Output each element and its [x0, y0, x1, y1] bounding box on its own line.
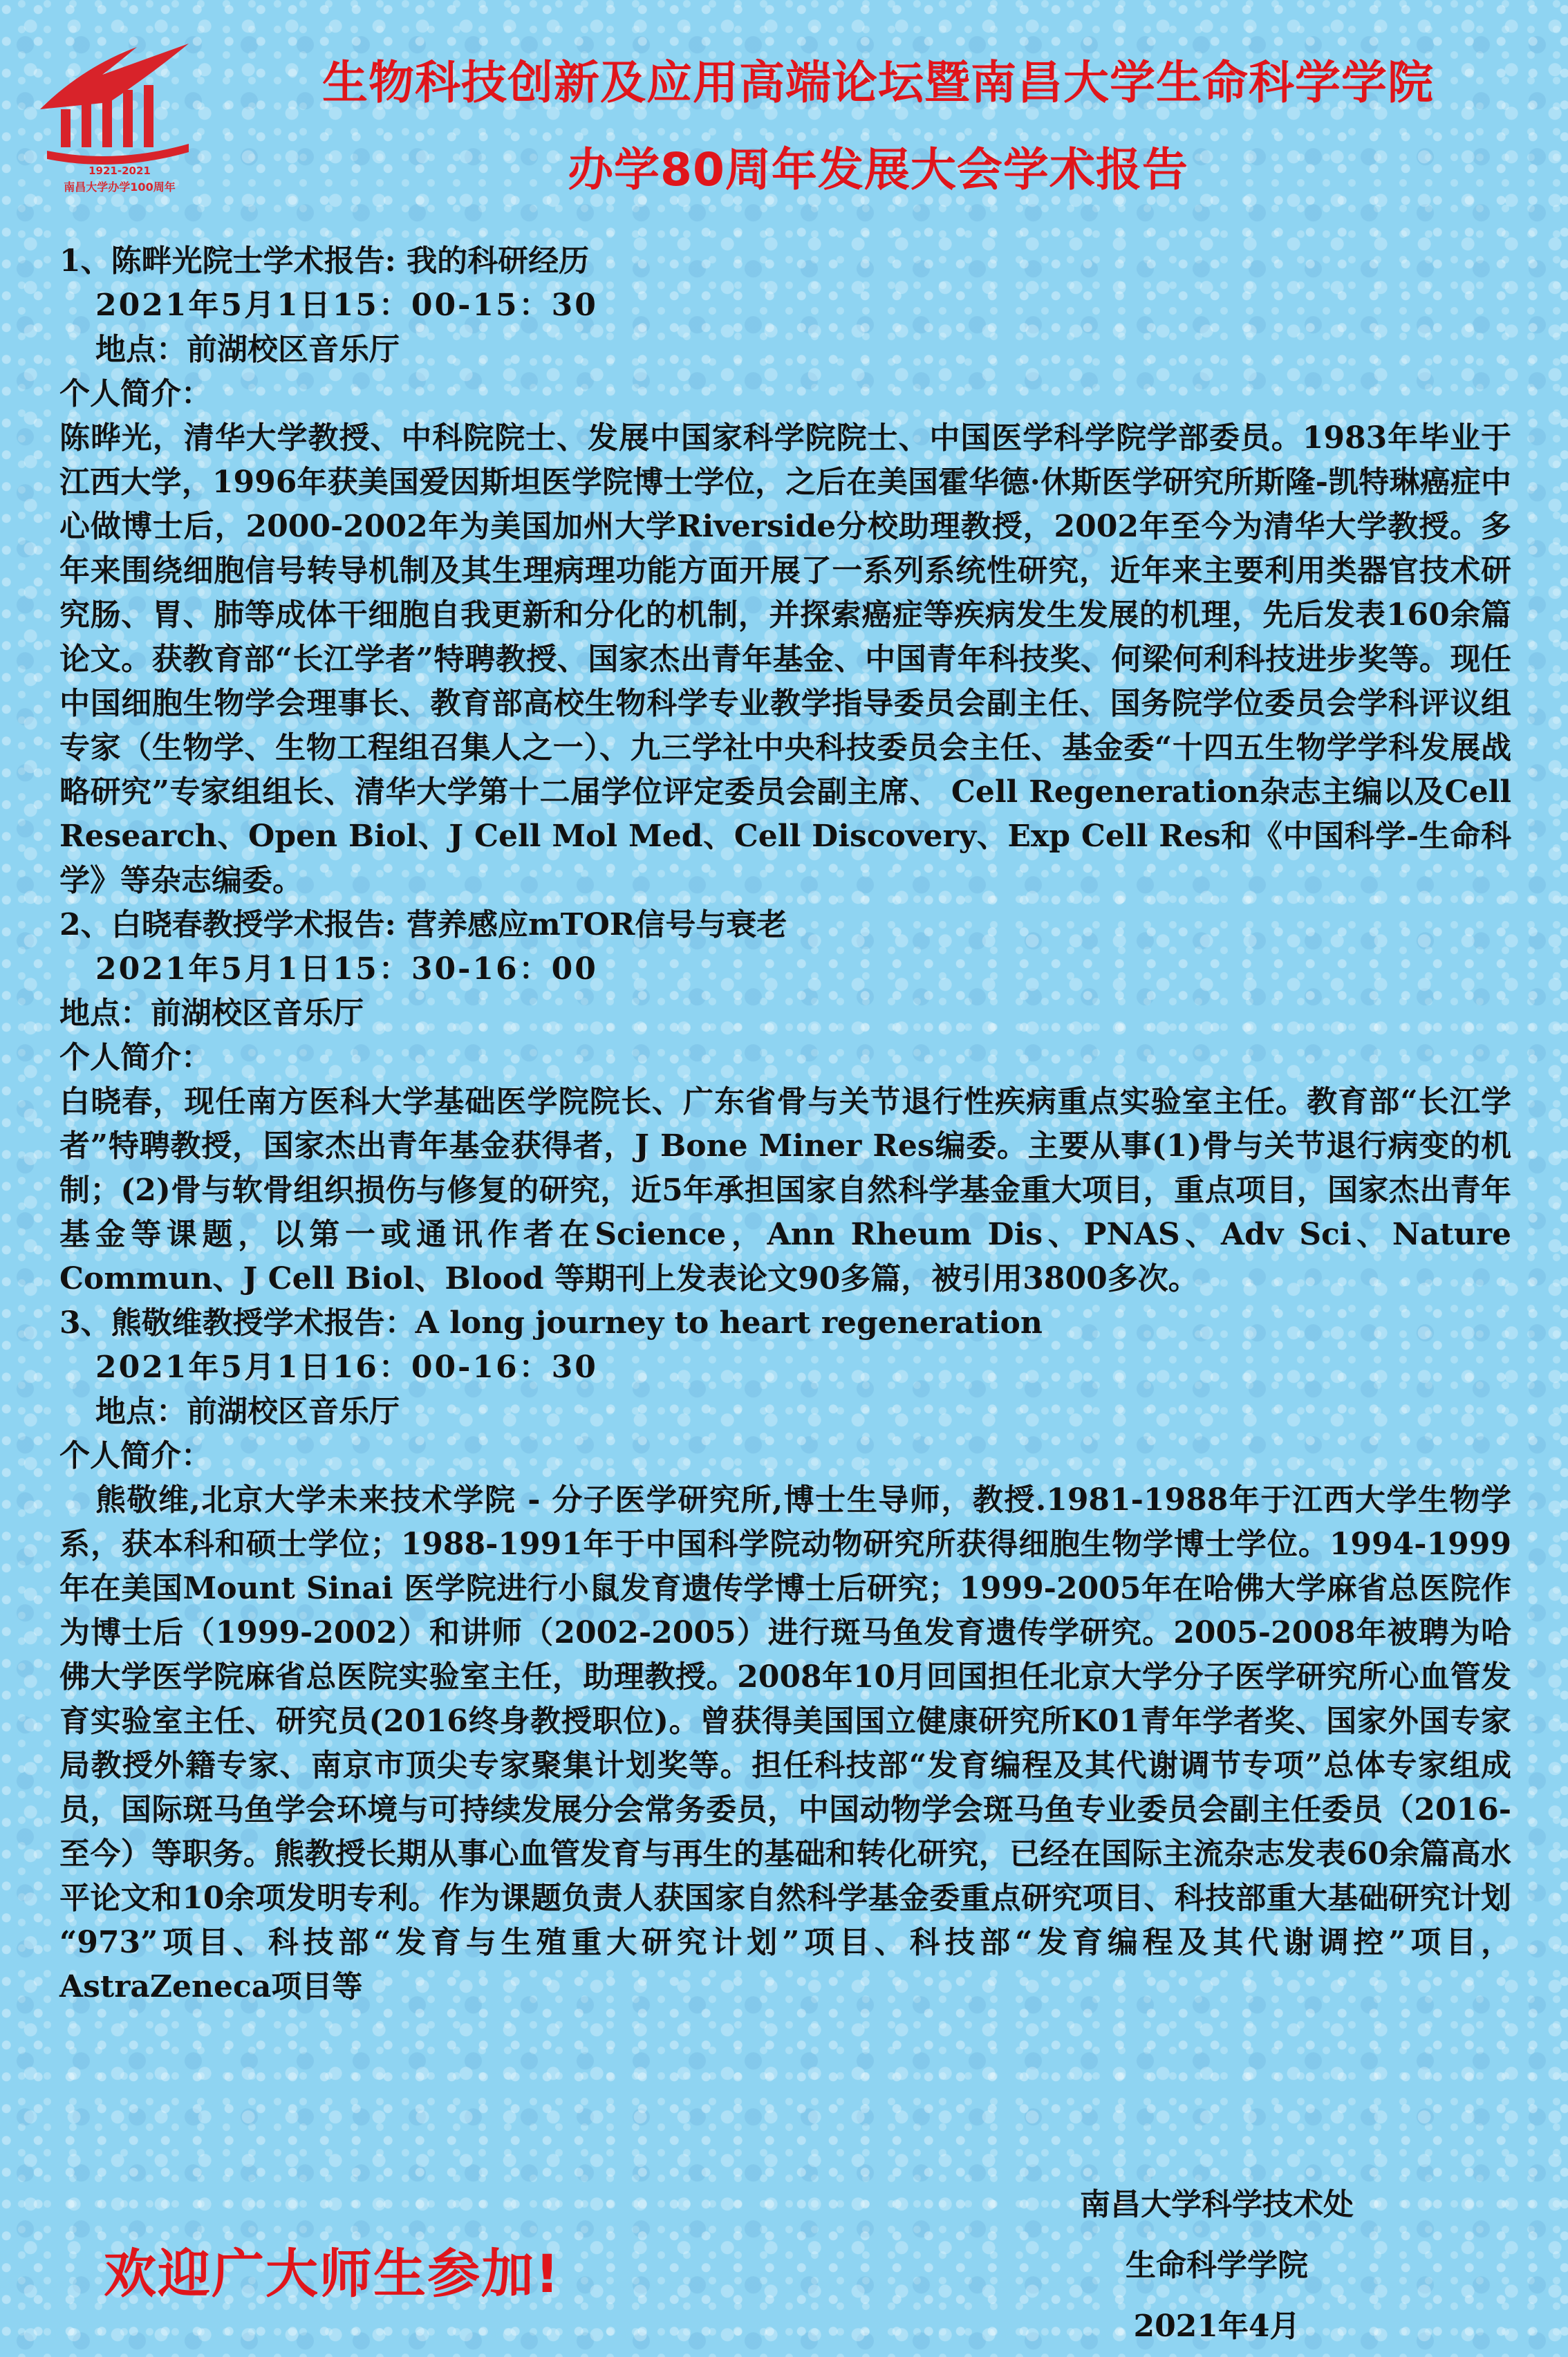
university-anniversary-logo [33, 26, 206, 199]
talk-heading: 2、白晓春教授学术报告: 营养感应mTOR信号与衰老 [59, 907, 787, 942]
issue-date: 2021年4月 [1133, 2309, 1300, 2344]
talk-time: 2021年5月1日15：00-15：30 [95, 288, 598, 323]
talk-heading: 1、陈畔光院士学术报告: 我的科研经历 [59, 243, 590, 279]
talk-location: 地点：前湖校区音乐厅 [95, 332, 400, 367]
page-title-line2: 办学80周年发展大会学术报告 [568, 143, 1188, 196]
talk-location: 地点：前湖校区音乐厅 [59, 996, 364, 1031]
talk-location: 地点：前湖校区音乐厅 [95, 1394, 400, 1429]
talk-bio: 白晓春，现任南方医科大学基础医学院院长、广东省骨与关节退行性疾病重点实验室主任。教育部“长江学者”特聘教授，国家杰出青年基金获得者，J Bone Miner Res编委。主要从事(1)骨与关节退行病变的机制；(2)骨与软骨组织损伤与修复的研究，近5年承担国家自然科学基金重大项目，重点项目，国家杰出青年基金等课题，以第一或通讯作者在Science，Ann Rheum Dis、PNAS、Adv Sci、Nature Commun、J Cell Biol、Blood 等期刊上发表论文90多篇，被引用3800多次。 [59, 1084, 1511, 1296]
page-title-line1: 生物科技创新及应用高端论坛暨南昌大学生命科学学院 [322, 56, 1434, 109]
talk-3 [59, 1301, 1511, 2009]
bio-label: 个人简介： [59, 1438, 212, 1473]
welcome-message: 欢迎广大师生参加! [104, 2243, 561, 2304]
bio-label: 个人简介： [59, 376, 212, 411]
organizer-1: 南昌大学科学技术处 [1080, 2187, 1354, 2222]
organizer-2: 生命科学学院 [1126, 2248, 1308, 2283]
logo-years: 1921-2021 [88, 165, 151, 177]
signature-block [1009, 2174, 1424, 2357]
talk-time: 2021年5月1日15：30-16：00 [95, 951, 598, 987]
talk-1 [59, 239, 1511, 903]
talk-heading: 3、熊敬维教授学术报告：A long journey to heart regeneration [59, 1305, 1043, 1341]
talk-list [59, 239, 1511, 2009]
talk-time: 2021年5月1日16：00-16：30 [95, 1350, 598, 1385]
talk-2 [59, 903, 1511, 1301]
talk-bio: 陈晔光，清华大学教授、中科院院士、发展中国家科学院院士、中国医学科学院学部委员。1983年毕业于江西大学，1996年获美国爱因斯坦医学院博士学位，之后在美国霍华德·休斯医学研究所斯隆-凯特琳癌症中心做博士后，2000-2002年为美国加州大学Riverside分校助理教授，2002年至今为清华大学教授。多年来围绕细胞信号转导机制及其生理病理功能方面开展了一系列系统性研究，近年来主要利用类器官技术研究肠、胃、肺等成体干细胞自我更新和分化的机制，并探索癌症等疾病发生发展的机理，先后发表160余篇论文。获教育部“长江学者”特聘教授、国家杰出青年基金、中国青年科技奖、何梁何利科技进步奖等。现任中国细胞生物学会理事长、教育部高校生物科学专业教学指导委员会副主任、国务院学位委员会学科评议组专家（生物学、生物工程组召集人之一）、九三学社中央科技委员会主任、基金委“十四五生物学学科发展战略研究”专家组组长、清华大学第十二届学位评定委员会副主席、 Cell Regeneration杂志主编以及Cell Research、Open Biol、J Cell Mol Med、Cell Discovery、Exp Cell Res和《中国科学-生命科学》等杂志编委。 [59, 420, 1511, 898]
talk-bio: 熊敬维,北京大学未来技术学院 - 分子医学研究所,博士生导师，教授.1981-1988年于江西大学生物学系，获本科和硕士学位；1988-1991年于中国科学院动物研究所获得细胞生物学博士学位。1994-1999年在美国Mount Sinai 医学院进行小鼠发育遗传学博士后研究；1999-2005年在哈佛大学麻省总医院作为博士后（1999-2002）和讲师（2002-2005）进行斑马鱼发育遗传学研究。2005-2008年被聘为哈佛大学医学院麻省总医院实验室主任，助理教授。2008年10月回国担任北京大学分子医学研究所心血管发育实验室主任、研究员(2016终身教授职位)。曾获得美国国立健康研究所K01青年学者奖、国家外国专家局教授外籍专家、南京市顶尖专家聚集计划奖等。担任科技部“发育编程及其代谢调节专项”总体专家组成员，国际斑马鱼学会环境与可持续发展分会常务委员，中国动物学会斑马鱼专业委员会副主任委员（2016-至今）等职务。熊教授长期从事心血管发育与再生的基础和转化研究，已经在国际主流杂志发表60余篇高水平论文和10余项发明专利。作为课题负责人获国家自然科学基金委重点研究项目、科技部重大基础研究计划 “973”项目、科技部“发育与生殖重大研究计划”项目、科技部“发育编程及其代谢调控”项目，AstraZeneca项目等 [59, 1482, 1511, 2004]
logo-icon [33, 26, 206, 199]
logo-caption: 南昌大学办学100周年 [64, 180, 176, 194]
bio-label: 个人简介： [59, 1040, 212, 1075]
